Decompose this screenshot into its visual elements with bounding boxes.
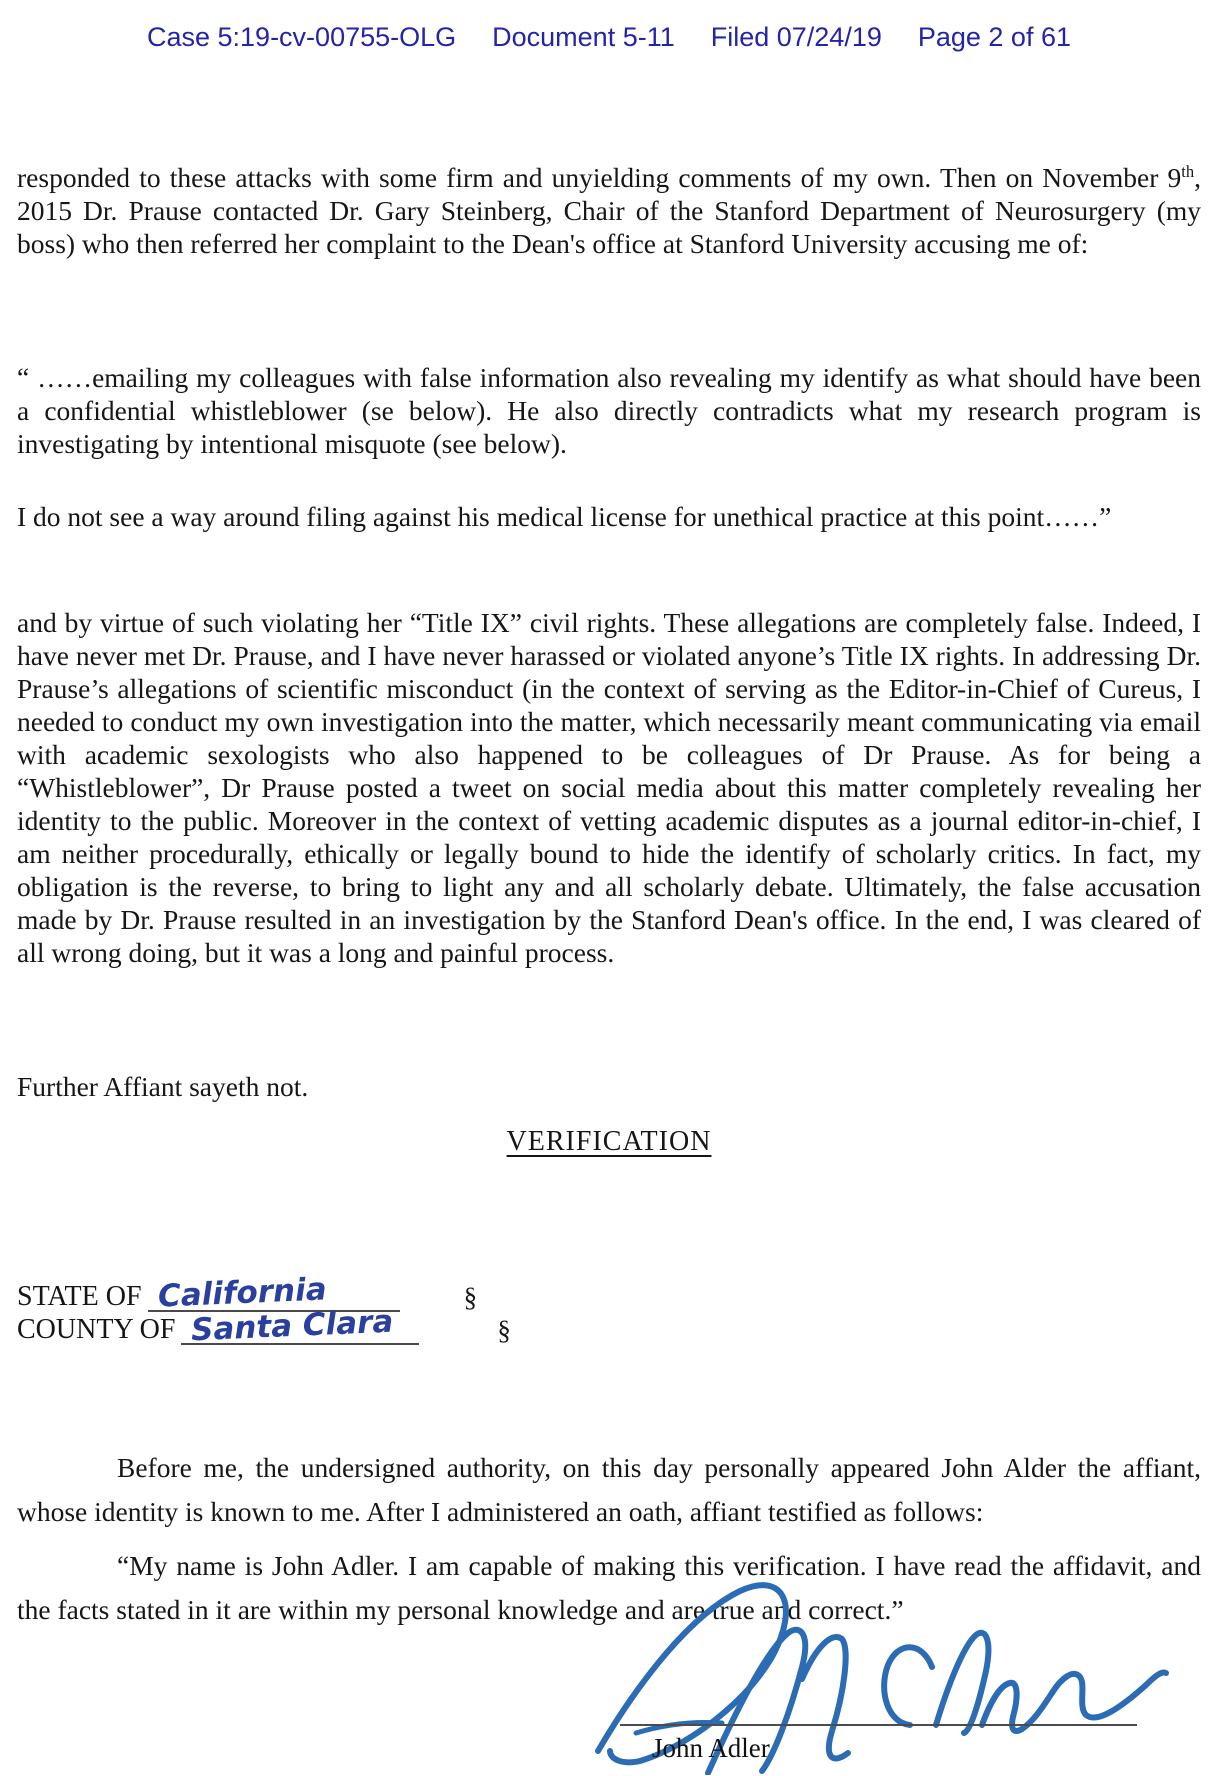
paragraph-intro-text-2: , 2015 Dr. Prause contacted Dr. Gary Steinberg, Chair of the Stanford Department of Neurosurgery (my boss) who then referred her complaint to the Dean's office at Stanford University accusing me of:: [17, 161, 1201, 259]
state-label: STATE OF: [17, 1281, 142, 1312]
handwritten-state-value: California: [156, 1271, 327, 1315]
section-symbol: §: [497, 1315, 511, 1345]
filed-date: Filed 07/24/19: [710, 22, 882, 52]
paragraph-rebuttal: and by virtue of such violating her “Title IX” civil rights. These allegations are completely false. Indeed, I have never met Dr. Prause, and I have never harassed or violated anyone’s Title IX rights. In addressing Dr. Prause’s allegations of scientific misconduct (in the context of serving as the Editor-in-Chief of Cureus, I needed to conduct my own investigation into the matter, which necessarily meant communicating via email with academic sexologists who also happened to be colleagues of Dr Prause. As for being a “Whistleblower”, Dr Prause posted a tweet on social media about this matter completely revealing her identity to the public. Moreover in the context of vetting academic disputes as a journal editor-in-chief, I am neither procedurally, ethically or legally bound to hide the identify of scholarly critics. In fact, my obligation is the reverse, to bring to light any and all scholarly debate. Ultimately, the false accusation made by Dr. Prause resulted in an investigation by the Stanford Dean's office. In the end, I was cleared of all wrong doing, but it was a long and painful process.: [17, 606, 1201, 968]
quoted-complaint-paragraph-2: I do not see a way around filing against his medical license for unethical practice at this point……”: [17, 500, 1112, 532]
closing-statement: Further Affiant sayeth not.: [17, 1070, 309, 1102]
paragraph-intro: [17, 161, 1201, 260]
pacer-stamp-header: [0, 22, 1218, 53]
document-number: Document 5-11: [492, 22, 675, 52]
section-symbol: §: [463, 1282, 478, 1312]
signature-line: [620, 1724, 1137, 1726]
handwritten-county-value: Santa Clara: [190, 1303, 395, 1349]
county-of-row: [17, 1303, 511, 1349]
signatory-printed-name: John Adler: [652, 1733, 770, 1763]
handwritten-signature: [540, 1575, 1200, 1775]
verification-heading: VERIFICATION: [506, 1126, 712, 1157]
signature-block: [540, 1575, 1200, 1775]
county-blank-line: [181, 1303, 419, 1349]
quoted-complaint-paragraph-1: “ ……emailing my colleagues with false information also revealing my identify as what should have been a confidential whistleblower (se below). He also directly contradicts what my research program is investigating by intentional misquote (see below).: [17, 361, 1201, 459]
notary-statement: Before me, the undersigned authority, on this day personally appeared John Alder the affiant, whose identity is known to me. After I administered an oath, affiant testified as follows:: [17, 1451, 1201, 1527]
county-label: COUNTY OF: [17, 1314, 176, 1345]
case-number: Case 5:19-cv-00755-OLG: [146, 22, 457, 52]
page-indicator: Page 2 of 61: [917, 22, 1071, 52]
affiant-oath-statement: “My name is John Adler. I am capable of making this verification. I have read the affidavit, and the facts stated in it are within my personal knowledge and are true and correct.”: [17, 1549, 1201, 1625]
paragraph-intro-text-1: responded to these attacks with some firm and unyielding comments of my own. Then on November 9: [17, 161, 1182, 193]
ordinal-superscript: th: [1181, 161, 1195, 181]
